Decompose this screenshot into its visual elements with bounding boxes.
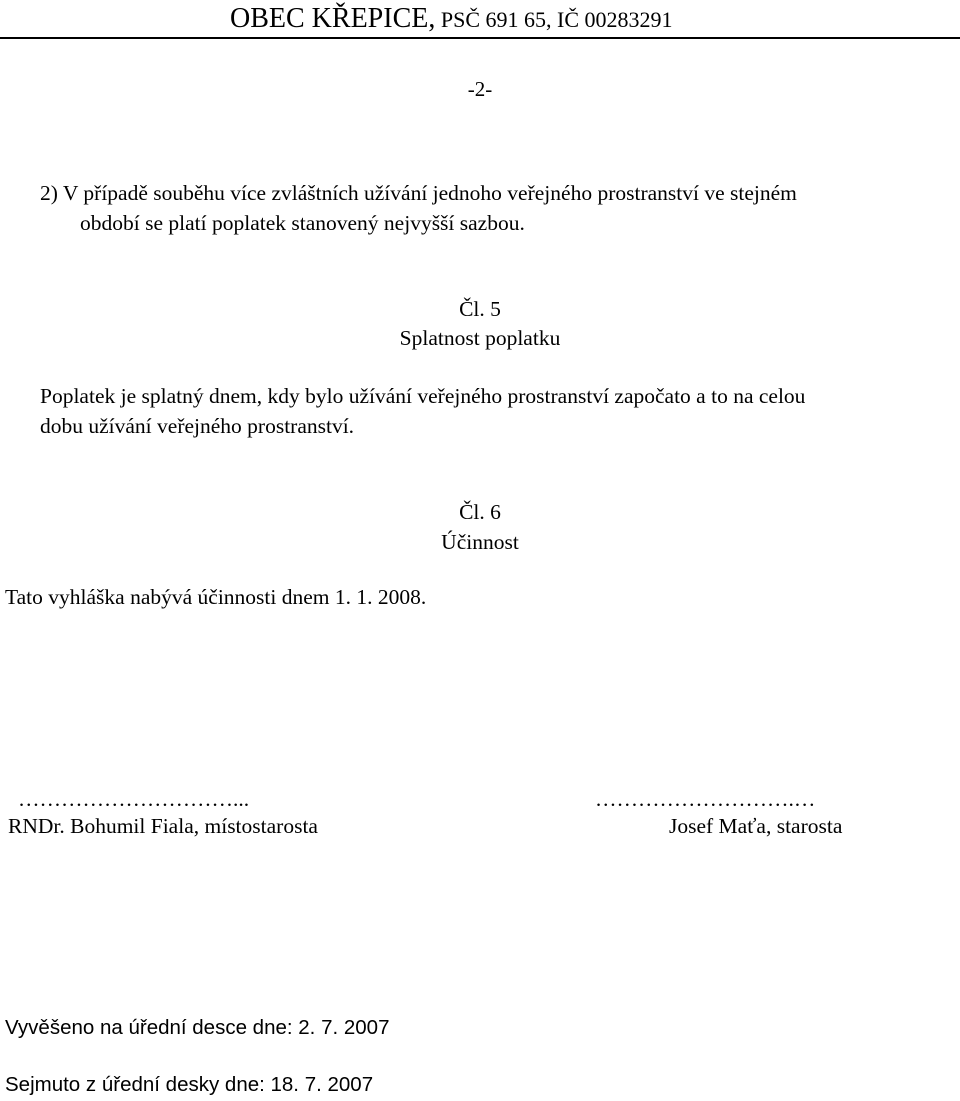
article-5-text-line-1: Poplatek je splatný dnem, kdy bylo užívání veřejného prostranství započato a to na celou (40, 384, 806, 408)
paragraph-2-line-2: období se platí poplatek stanovený nejvyšší sazbou. (80, 211, 525, 235)
header-rule (0, 37, 960, 39)
signature-line-left: …………………………... (18, 787, 250, 811)
signatory-mayor: Josef Maťa, starosta (669, 814, 843, 838)
article-6-number: Čl. 6 (459, 500, 501, 524)
paragraph-2-line-1: 2) V případě souběhu více zvláštních užívání jednoho veřejného prostranství ve stejném (40, 181, 797, 205)
article-5-title: Splatnost poplatku (399, 326, 561, 350)
signatory-deputy-mayor: RNDr. Bohumil Fiala, místostarosta (8, 814, 318, 838)
posted-date: Vyvěšeno na úřední desce dne: 2. 7. 2007 (5, 1016, 390, 1039)
document-header (230, 2, 673, 37)
article-5-number: Čl. 5 (459, 297, 501, 321)
municipality-name: OBEC KŘEPICE, (230, 3, 436, 34)
address-ids: PSČ 691 65, IČ 00283291 (435, 7, 673, 32)
signature-line-right: ……………………….… (595, 787, 816, 811)
article-6-text: Tato vyhláška nabývá účinnosti dnem 1. 1. 2008. (5, 585, 427, 609)
article-5-text-line-2: dobu užívání veřejného prostranství. (40, 414, 355, 438)
article-6-title: Účinnost (441, 530, 519, 554)
removed-date: Sejmuto z úřední desky dne: 18. 7. 2007 (5, 1073, 374, 1096)
page-number: -2- (467, 77, 493, 101)
